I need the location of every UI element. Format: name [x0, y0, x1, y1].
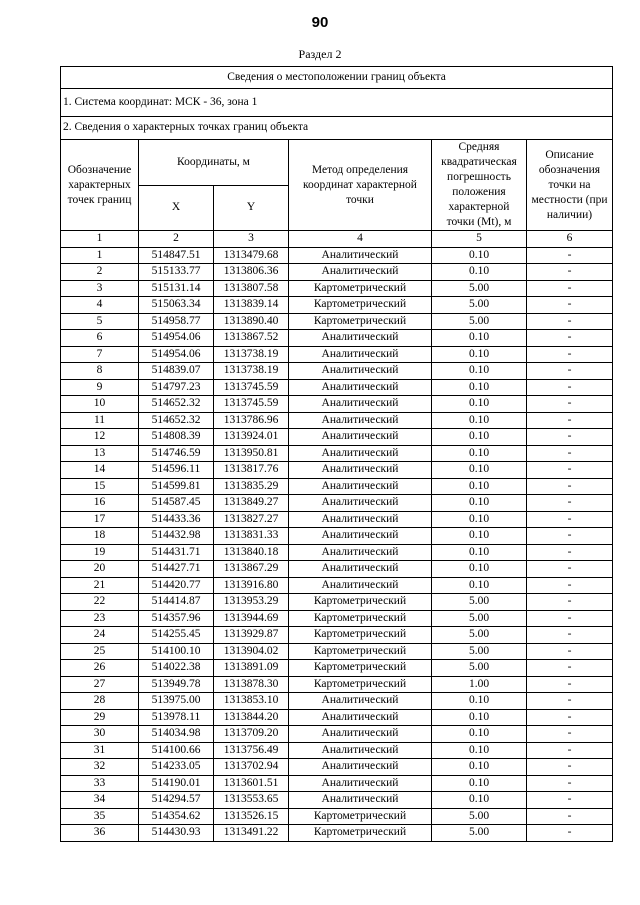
- method-cell: Картометрический: [289, 825, 432, 842]
- table-row: [61, 511, 613, 528]
- table-row: [61, 577, 613, 594]
- coord-system: 1. Система координат: МСК - 36, зона 1: [61, 89, 613, 117]
- table-row: [61, 561, 613, 578]
- description-cell: -: [527, 313, 613, 330]
- point-id-cell: 32: [61, 759, 139, 776]
- error-cell: 0.10: [432, 775, 527, 792]
- column-number: 4: [289, 231, 432, 248]
- y-coord-cell: 1313745.59: [214, 396, 289, 413]
- point-id-cell: 16: [61, 495, 139, 512]
- description-cell: -: [527, 495, 613, 512]
- y-coord-cell: 1313786.96: [214, 412, 289, 429]
- x-coord-cell: 513978.11: [139, 709, 214, 726]
- method-cell: Аналитический: [289, 528, 432, 545]
- table-row: [61, 346, 613, 363]
- table-row: [61, 264, 613, 281]
- description-cell: -: [527, 693, 613, 710]
- point-id-cell: 24: [61, 627, 139, 644]
- table-row: [61, 742, 613, 759]
- method-cell: Аналитический: [289, 775, 432, 792]
- description-cell: -: [527, 742, 613, 759]
- point-id-cell: 21: [61, 577, 139, 594]
- description-cell: -: [527, 462, 613, 479]
- table-row: [61, 594, 613, 611]
- table-row: [61, 429, 613, 446]
- error-cell: 0.10: [432, 462, 527, 479]
- description-cell: -: [527, 528, 613, 545]
- method-cell: Аналитический: [289, 495, 432, 512]
- header-x: X: [139, 186, 214, 231]
- y-coord-cell: 1313526.15: [214, 808, 289, 825]
- x-coord-cell: 513949.78: [139, 676, 214, 693]
- x-coord-cell: 514839.07: [139, 363, 214, 380]
- point-id-cell: 18: [61, 528, 139, 545]
- error-cell: 0.10: [432, 792, 527, 809]
- y-coord-cell: 1313944.69: [214, 610, 289, 627]
- x-coord-cell: 514432.98: [139, 528, 214, 545]
- y-coord-cell: 1313840.18: [214, 544, 289, 561]
- table-row: [61, 297, 613, 314]
- description-cell: -: [527, 264, 613, 281]
- error-cell: 0.10: [432, 379, 527, 396]
- method-cell: Картометрический: [289, 280, 432, 297]
- table-row: [61, 445, 613, 462]
- x-coord-cell: 514357.96: [139, 610, 214, 627]
- table-row: [61, 363, 613, 380]
- column-number: 5: [432, 231, 527, 248]
- point-id-cell: 11: [61, 412, 139, 429]
- point-id-cell: 27: [61, 676, 139, 693]
- y-coord-cell: 1313479.68: [214, 247, 289, 264]
- method-cell: Аналитический: [289, 363, 432, 380]
- y-coord-cell: 1313738.19: [214, 363, 289, 380]
- x-coord-cell: 514427.71: [139, 561, 214, 578]
- description-cell: -: [527, 544, 613, 561]
- y-coord-cell: 1313853.10: [214, 693, 289, 710]
- table-row: [61, 379, 613, 396]
- x-coord-cell: 514430.93: [139, 825, 214, 842]
- x-coord-cell: 514294.57: [139, 792, 214, 809]
- table-row: [61, 808, 613, 825]
- description-cell: -: [527, 610, 613, 627]
- column-number: 3: [214, 231, 289, 248]
- x-coord-cell: 513975.00: [139, 693, 214, 710]
- point-id-cell: 33: [61, 775, 139, 792]
- y-coord-cell: 1313553.65: [214, 792, 289, 809]
- table-row: [61, 330, 613, 347]
- y-coord-cell: 1313844.20: [214, 709, 289, 726]
- point-id-cell: 5: [61, 313, 139, 330]
- x-coord-cell: 514433.36: [139, 511, 214, 528]
- error-cell: 5.00: [432, 280, 527, 297]
- point-id-cell: 17: [61, 511, 139, 528]
- y-coord-cell: 1313904.02: [214, 643, 289, 660]
- error-cell: 0.10: [432, 346, 527, 363]
- x-coord-cell: 514652.32: [139, 412, 214, 429]
- table-row: [61, 247, 613, 264]
- table-row: [61, 462, 613, 479]
- description-cell: -: [527, 825, 613, 842]
- y-coord-cell: 1313601.51: [214, 775, 289, 792]
- point-id-cell: 4: [61, 297, 139, 314]
- method-cell: Аналитический: [289, 445, 432, 462]
- y-coord-cell: 1313867.52: [214, 330, 289, 347]
- table-row: [61, 825, 613, 842]
- error-cell: 0.10: [432, 363, 527, 380]
- x-coord-cell: 514652.32: [139, 396, 214, 413]
- description-cell: -: [527, 297, 613, 314]
- method-cell: Аналитический: [289, 412, 432, 429]
- error-cell: 0.10: [432, 495, 527, 512]
- x-coord-cell: 514954.06: [139, 346, 214, 363]
- x-coord-cell: 514354.62: [139, 808, 214, 825]
- y-coord-cell: 1313950.81: [214, 445, 289, 462]
- point-id-cell: 34: [61, 792, 139, 809]
- table-row: [61, 693, 613, 710]
- point-id-cell: 30: [61, 726, 139, 743]
- method-cell: Аналитический: [289, 429, 432, 446]
- method-cell: Картометрический: [289, 594, 432, 611]
- y-coord-cell: 1313953.29: [214, 594, 289, 611]
- method-cell: Картометрический: [289, 313, 432, 330]
- method-cell: Аналитический: [289, 264, 432, 281]
- error-cell: 5.00: [432, 660, 527, 677]
- error-cell: 0.10: [432, 544, 527, 561]
- page-number: 90: [311, 14, 329, 31]
- error-cell: 0.10: [432, 709, 527, 726]
- header-coords: Координаты, м: [139, 140, 289, 186]
- x-coord-cell: 514034.98: [139, 726, 214, 743]
- error-cell: 0.10: [432, 693, 527, 710]
- description-cell: -: [527, 379, 613, 396]
- header-error: Средняя квадратическая погрешность положения характерной точки (Mt), м: [432, 140, 527, 231]
- x-coord-cell: 514797.23: [139, 379, 214, 396]
- method-cell: Аналитический: [289, 709, 432, 726]
- method-cell: Аналитический: [289, 462, 432, 479]
- description-cell: -: [527, 280, 613, 297]
- y-coord-cell: 1313491.22: [214, 825, 289, 842]
- error-cell: 5.00: [432, 610, 527, 627]
- error-cell: 1.00: [432, 676, 527, 693]
- point-id-cell: 29: [61, 709, 139, 726]
- x-coord-cell: 514022.38: [139, 660, 214, 677]
- x-coord-cell: 514599.81: [139, 478, 214, 495]
- error-cell: 0.10: [432, 577, 527, 594]
- y-coord-cell: 1313929.87: [214, 627, 289, 644]
- description-cell: -: [527, 561, 613, 578]
- description-cell: -: [527, 247, 613, 264]
- x-coord-cell: 514746.59: [139, 445, 214, 462]
- method-cell: Аналитический: [289, 330, 432, 347]
- error-cell: 0.10: [432, 412, 527, 429]
- point-id-cell: 36: [61, 825, 139, 842]
- description-cell: -: [527, 478, 613, 495]
- y-coord-cell: 1313806.36: [214, 264, 289, 281]
- y-coord-cell: 1313924.01: [214, 429, 289, 446]
- method-cell: Аналитический: [289, 742, 432, 759]
- table-row: [61, 412, 613, 429]
- point-id-cell: 8: [61, 363, 139, 380]
- description-cell: -: [527, 363, 613, 380]
- point-id-cell: 19: [61, 544, 139, 561]
- description-cell: -: [527, 577, 613, 594]
- y-coord-cell: 1313807.58: [214, 280, 289, 297]
- table-row: [61, 759, 613, 776]
- table-row: [61, 676, 613, 693]
- point-id-cell: 20: [61, 561, 139, 578]
- description-cell: -: [527, 792, 613, 809]
- method-cell: Аналитический: [289, 561, 432, 578]
- point-id-cell: 7: [61, 346, 139, 363]
- y-coord-cell: 1313890.40: [214, 313, 289, 330]
- error-cell: 0.10: [432, 561, 527, 578]
- method-cell: Аналитический: [289, 346, 432, 363]
- x-coord-cell: 514190.01: [139, 775, 214, 792]
- y-coord-cell: 1313878.30: [214, 676, 289, 693]
- error-cell: 5.00: [432, 313, 527, 330]
- boundary-points-table: [60, 66, 613, 842]
- x-coord-cell: 514954.06: [139, 330, 214, 347]
- description-cell: -: [527, 676, 613, 693]
- table-row: [61, 627, 613, 644]
- method-cell: Картометрический: [289, 660, 432, 677]
- table-row: [61, 280, 613, 297]
- y-coord-cell: 1313702.94: [214, 759, 289, 776]
- method-cell: Картометрический: [289, 627, 432, 644]
- point-id-cell: 12: [61, 429, 139, 446]
- y-coord-cell: 1313831.33: [214, 528, 289, 545]
- method-cell: Аналитический: [289, 379, 432, 396]
- method-cell: Аналитический: [289, 792, 432, 809]
- method-cell: Аналитический: [289, 726, 432, 743]
- point-id-cell: 2: [61, 264, 139, 281]
- description-cell: -: [527, 594, 613, 611]
- x-coord-cell: 514233.05: [139, 759, 214, 776]
- y-coord-cell: 1313817.76: [214, 462, 289, 479]
- point-id-cell: 35: [61, 808, 139, 825]
- description-cell: -: [527, 429, 613, 446]
- point-id-cell: 26: [61, 660, 139, 677]
- y-coord-cell: 1313827.27: [214, 511, 289, 528]
- method-cell: Аналитический: [289, 544, 432, 561]
- table-row: [61, 544, 613, 561]
- error-cell: 5.00: [432, 643, 527, 660]
- error-cell: 5.00: [432, 825, 527, 842]
- error-cell: 0.10: [432, 742, 527, 759]
- header-y: Y: [214, 186, 289, 231]
- table-row: [61, 528, 613, 545]
- y-coord-cell: 1313835.29: [214, 478, 289, 495]
- method-cell: Аналитический: [289, 247, 432, 264]
- x-coord-cell: 514958.77: [139, 313, 214, 330]
- error-cell: 0.10: [432, 726, 527, 743]
- description-cell: -: [527, 445, 613, 462]
- description-cell: -: [527, 775, 613, 792]
- method-cell: Аналитический: [289, 396, 432, 413]
- method-cell: Картометрический: [289, 610, 432, 627]
- error-cell: 5.00: [432, 297, 527, 314]
- method-cell: Аналитический: [289, 759, 432, 776]
- y-coord-cell: 1313738.19: [214, 346, 289, 363]
- section-label: Раздел 2: [298, 47, 342, 61]
- description-cell: -: [527, 412, 613, 429]
- table-row: [61, 495, 613, 512]
- point-id-cell: 10: [61, 396, 139, 413]
- point-id-cell: 31: [61, 742, 139, 759]
- error-cell: 0.10: [432, 759, 527, 776]
- method-cell: Картометрический: [289, 643, 432, 660]
- x-coord-cell: 514847.51: [139, 247, 214, 264]
- method-cell: Картометрический: [289, 676, 432, 693]
- description-cell: -: [527, 709, 613, 726]
- point-id-cell: 14: [61, 462, 139, 479]
- description-cell: -: [527, 330, 613, 347]
- point-id-cell: 25: [61, 643, 139, 660]
- table-row: [61, 396, 613, 413]
- y-coord-cell: 1313849.27: [214, 495, 289, 512]
- error-cell: 0.10: [432, 330, 527, 347]
- y-coord-cell: 1313756.49: [214, 742, 289, 759]
- description-cell: -: [527, 511, 613, 528]
- method-cell: Картометрический: [289, 297, 432, 314]
- table-row: [61, 792, 613, 809]
- table-row: [61, 775, 613, 792]
- table-row: [61, 726, 613, 743]
- x-coord-cell: 514596.11: [139, 462, 214, 479]
- column-number: 6: [527, 231, 613, 248]
- column-numbers-row: [61, 231, 613, 248]
- error-cell: 5.00: [432, 627, 527, 644]
- error-cell: 0.10: [432, 429, 527, 446]
- description-cell: -: [527, 346, 613, 363]
- y-coord-cell: 1313867.29: [214, 561, 289, 578]
- x-coord-cell: 514100.10: [139, 643, 214, 660]
- description-cell: -: [527, 396, 613, 413]
- y-coord-cell: 1313709.20: [214, 726, 289, 743]
- method-cell: Аналитический: [289, 511, 432, 528]
- method-cell: Аналитический: [289, 577, 432, 594]
- point-id-cell: 23: [61, 610, 139, 627]
- point-id-cell: 13: [61, 445, 139, 462]
- method-cell: Аналитический: [289, 478, 432, 495]
- error-cell: 0.10: [432, 445, 527, 462]
- x-coord-cell: 514100.66: [139, 742, 214, 759]
- x-coord-cell: 514808.39: [139, 429, 214, 446]
- description-cell: -: [527, 627, 613, 644]
- x-coord-cell: 514431.71: [139, 544, 214, 561]
- table-row: [61, 313, 613, 330]
- x-coord-cell: 515131.14: [139, 280, 214, 297]
- point-id-cell: 15: [61, 478, 139, 495]
- points-heading: 2. Сведения о характерных точках границ объекта: [61, 117, 613, 140]
- error-cell: 0.10: [432, 264, 527, 281]
- table-row: [61, 610, 613, 627]
- y-coord-cell: 1313891.09: [214, 660, 289, 677]
- header-point: Обозначение характерных точек границ: [61, 140, 139, 231]
- point-id-cell: 22: [61, 594, 139, 611]
- point-id-cell: 9: [61, 379, 139, 396]
- table-row: [61, 643, 613, 660]
- description-cell: -: [527, 643, 613, 660]
- x-coord-cell: 515133.77: [139, 264, 214, 281]
- error-cell: 0.10: [432, 528, 527, 545]
- y-coord-cell: 1313839.14: [214, 297, 289, 314]
- error-cell: 0.10: [432, 396, 527, 413]
- x-coord-cell: 515063.34: [139, 297, 214, 314]
- description-cell: -: [527, 726, 613, 743]
- x-coord-cell: 514420.77: [139, 577, 214, 594]
- x-coord-cell: 514587.45: [139, 495, 214, 512]
- header-description: Описание обозначения точки на местности (при наличии): [527, 140, 613, 231]
- method-cell: Картометрический: [289, 808, 432, 825]
- point-id-cell: 6: [61, 330, 139, 347]
- point-id-cell: 1: [61, 247, 139, 264]
- table-row: [61, 709, 613, 726]
- y-coord-cell: 1313745.59: [214, 379, 289, 396]
- column-number: 2: [139, 231, 214, 248]
- table-row: [61, 478, 613, 495]
- error-cell: 0.10: [432, 247, 527, 264]
- header-method: Метод определения координат характерной точки: [289, 140, 432, 231]
- error-cell: 0.10: [432, 511, 527, 528]
- description-cell: -: [527, 808, 613, 825]
- point-id-cell: 3: [61, 280, 139, 297]
- table-title: Сведения о местоположении границ объекта: [61, 67, 613, 89]
- error-cell: 5.00: [432, 808, 527, 825]
- column-number: 1: [61, 231, 139, 248]
- point-id-cell: 28: [61, 693, 139, 710]
- error-cell: 5.00: [432, 594, 527, 611]
- x-coord-cell: 514255.45: [139, 627, 214, 644]
- y-coord-cell: 1313916.80: [214, 577, 289, 594]
- table-row: [61, 660, 613, 677]
- description-cell: -: [527, 660, 613, 677]
- x-coord-cell: 514414.87: [139, 594, 214, 611]
- error-cell: 0.10: [432, 478, 527, 495]
- description-cell: -: [527, 759, 613, 776]
- method-cell: Аналитический: [289, 693, 432, 710]
